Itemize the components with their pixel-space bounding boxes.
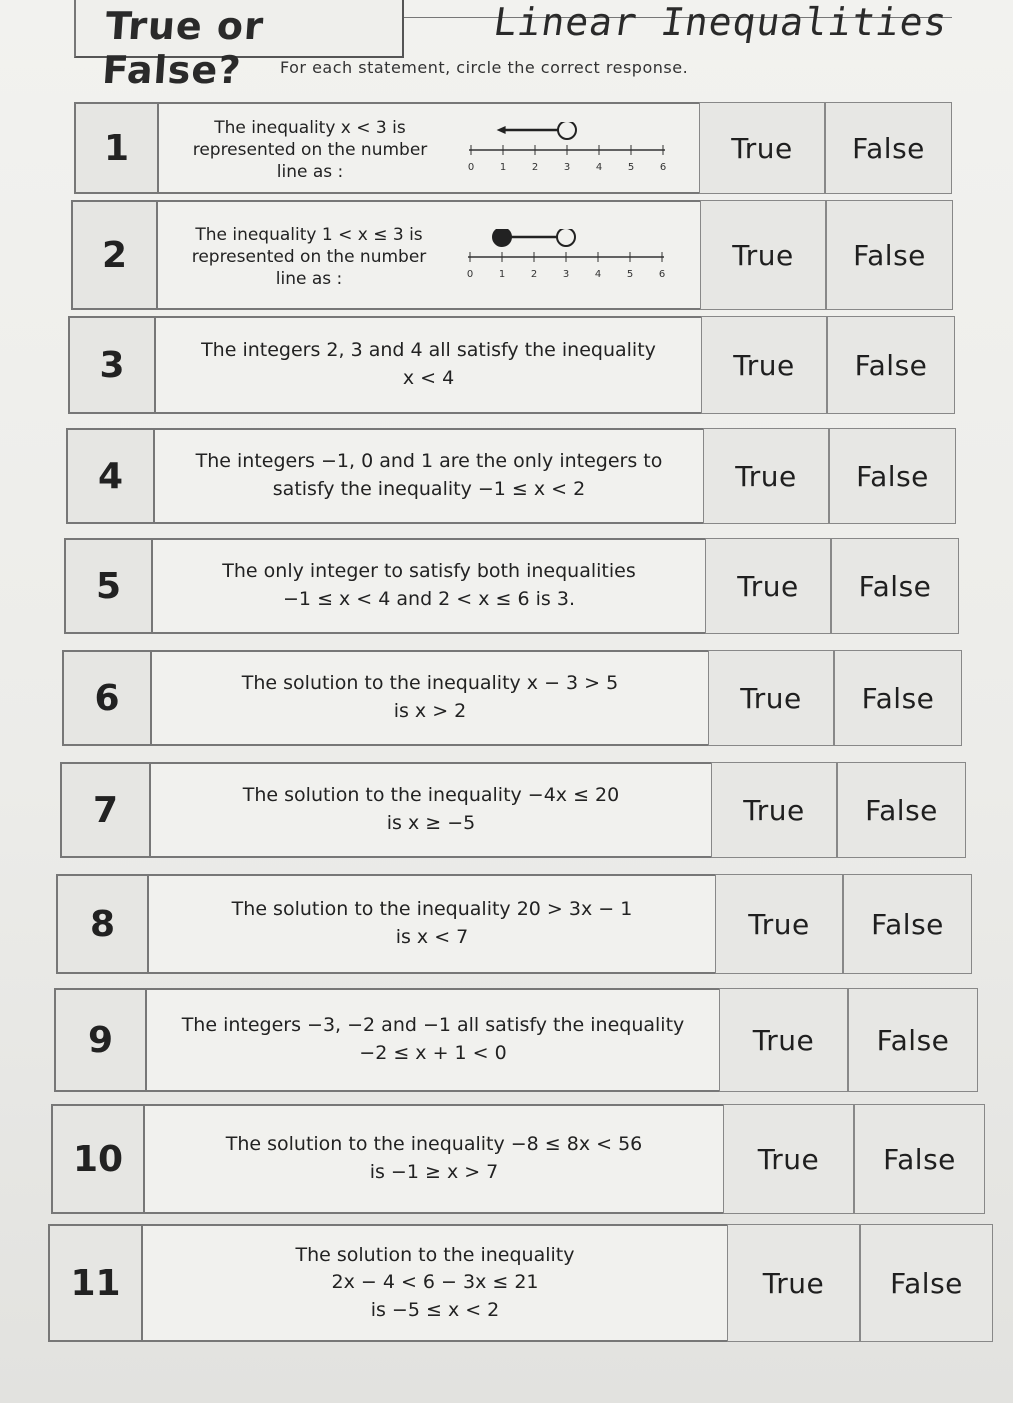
statement-cell <box>155 428 703 524</box>
statement-cell <box>158 200 700 310</box>
number-line-tick-label: 3 <box>563 162 571 173</box>
statement-line: is x > 2 <box>393 700 467 722</box>
number-line-diagram <box>459 122 689 182</box>
false-option[interactable]: False <box>831 538 959 634</box>
number-line-tick-label: 6 <box>659 162 667 173</box>
closed-circle-marker <box>493 229 511 246</box>
statement-line: −1 ≤ x < 4 and 2 < x ≤ 6 is 3. <box>283 588 575 610</box>
instructions: For each statement, circle the correct response. <box>280 58 689 77</box>
statement-line: represented on the number <box>192 140 428 161</box>
question-number: 11 <box>48 1224 143 1342</box>
worksheet-subtitle: Linear Inequalities <box>490 0 951 44</box>
question-number: 1 <box>74 102 159 194</box>
statement-row <box>66 428 956 524</box>
statement-line: The only integer to satisfy both inequalities <box>222 560 636 583</box>
number-line-tick-label: 1 <box>498 269 506 280</box>
statement-cell <box>159 102 699 194</box>
statement-row <box>60 762 966 858</box>
question-number: 10 <box>51 1104 145 1214</box>
statement-line: is x ≥ −5 <box>386 812 476 834</box>
statement-cell <box>143 1224 727 1342</box>
statement-line: The solution to the inequality x − 3 > 5 <box>241 672 619 695</box>
false-option[interactable]: False <box>848 988 978 1092</box>
number-line-tick-label: 3 <box>562 269 570 280</box>
statement-cell <box>149 874 715 974</box>
number-line-tick-label: 0 <box>466 269 474 280</box>
statement-line: 2x − 4 < 6 − 3x ≤ 21 <box>331 1271 539 1294</box>
number-line-tick-label: 0 <box>467 162 475 173</box>
false-option[interactable]: False <box>843 874 972 974</box>
false-option[interactable]: False <box>860 1224 993 1342</box>
statement-row <box>74 102 952 194</box>
statement-line: is −1 ≥ x > 7 <box>369 1161 499 1183</box>
number-line-diagram <box>458 229 688 289</box>
true-option[interactable]: True <box>715 874 843 974</box>
open-circle-marker <box>558 122 576 139</box>
statement-line: line as : <box>276 162 344 183</box>
true-option[interactable]: True <box>703 428 829 524</box>
number-line-tick-label: 4 <box>595 162 603 173</box>
false-option[interactable]: False <box>837 762 966 858</box>
number-line-tick-label: 4 <box>594 269 602 280</box>
true-option[interactable]: True <box>719 988 848 1092</box>
statement-line: The solution to the inequality −8 ≤ 8x < 56 <box>225 1133 643 1156</box>
true-option[interactable]: True <box>708 650 834 746</box>
statement-line: The inequality x < 3 is <box>214 118 406 138</box>
statement-cell <box>152 650 708 746</box>
statement-row <box>64 538 959 634</box>
open-circle-marker <box>557 229 575 246</box>
question-number: 3 <box>68 316 156 414</box>
question-number: 5 <box>64 538 153 634</box>
statement-line: The integers 2, 3 and 4 all satisfy the inequality <box>201 339 656 362</box>
statement-line: satisfy the inequality −1 ≤ x < 2 <box>272 478 586 500</box>
arrow-left-icon <box>497 126 506 134</box>
number-line-tick-label: 6 <box>658 269 666 280</box>
false-option[interactable]: False <box>825 102 952 194</box>
true-option[interactable]: True <box>701 316 827 414</box>
true-option[interactable]: True <box>705 538 831 634</box>
statement-row <box>51 1104 985 1214</box>
true-option[interactable]: True <box>727 1224 860 1342</box>
true-option[interactable]: True <box>711 762 837 858</box>
statement-row <box>62 650 962 746</box>
statement-row <box>56 874 972 974</box>
statement-line: −2 ≤ x + 1 < 0 <box>359 1042 507 1064</box>
true-option[interactable]: True <box>700 200 826 310</box>
statement-text <box>164 224 454 290</box>
false-option[interactable]: False <box>827 316 955 414</box>
statement-row <box>54 988 978 1092</box>
question-number: 7 <box>60 762 151 858</box>
statement-text <box>165 117 455 183</box>
statement-cell <box>156 316 701 414</box>
statement-line: line as : <box>275 269 343 290</box>
statement-line: The solution to the inequality <box>295 1243 575 1266</box>
number-line-tick-label: 2 <box>531 162 539 173</box>
question-number: 4 <box>66 428 155 524</box>
number-line-tick-label: 5 <box>626 269 634 280</box>
statement-line: is −5 ≤ x < 2 <box>370 1298 500 1321</box>
question-number: 2 <box>71 200 158 310</box>
question-number: 6 <box>62 650 152 746</box>
statement-line: The solution to the inequality 20 > 3x − 1 <box>231 898 633 921</box>
number-line-tick-label: 1 <box>499 162 507 173</box>
false-option[interactable]: False <box>829 428 956 524</box>
question-number: 9 <box>54 988 147 1092</box>
question-number: 8 <box>56 874 149 974</box>
false-option[interactable]: False <box>834 650 962 746</box>
statement-line: The solution to the inequality −4x ≤ 20 <box>242 784 620 807</box>
statement-line: The integers −3, −2 and −1 all satisfy the inequality <box>181 1014 685 1037</box>
statement-line: The inequality 1 < x ≤ 3 is <box>195 225 423 245</box>
number-line-tick-label: 5 <box>627 162 635 173</box>
statement-cell <box>151 762 711 858</box>
worksheet-title: True or False? <box>100 4 266 92</box>
statement-cell <box>147 988 719 1092</box>
false-option[interactable]: False <box>854 1104 985 1214</box>
true-option[interactable]: True <box>723 1104 854 1214</box>
number-line-tick-label: 2 <box>530 269 538 280</box>
statement-cell <box>153 538 705 634</box>
false-option[interactable]: False <box>826 200 953 310</box>
statement-line: is x < 7 <box>395 926 469 948</box>
statement-row <box>48 1224 993 1342</box>
statement-cell <box>145 1104 723 1214</box>
statement-line: x < 4 <box>402 367 455 389</box>
true-option[interactable]: True <box>699 102 825 194</box>
statement-line: represented on the number <box>191 247 427 268</box>
statement-line: The integers −1, 0 and 1 are the only integers to <box>195 450 663 473</box>
statement-row <box>71 200 953 310</box>
title-box <box>74 0 404 92</box>
statement-row <box>68 316 955 414</box>
